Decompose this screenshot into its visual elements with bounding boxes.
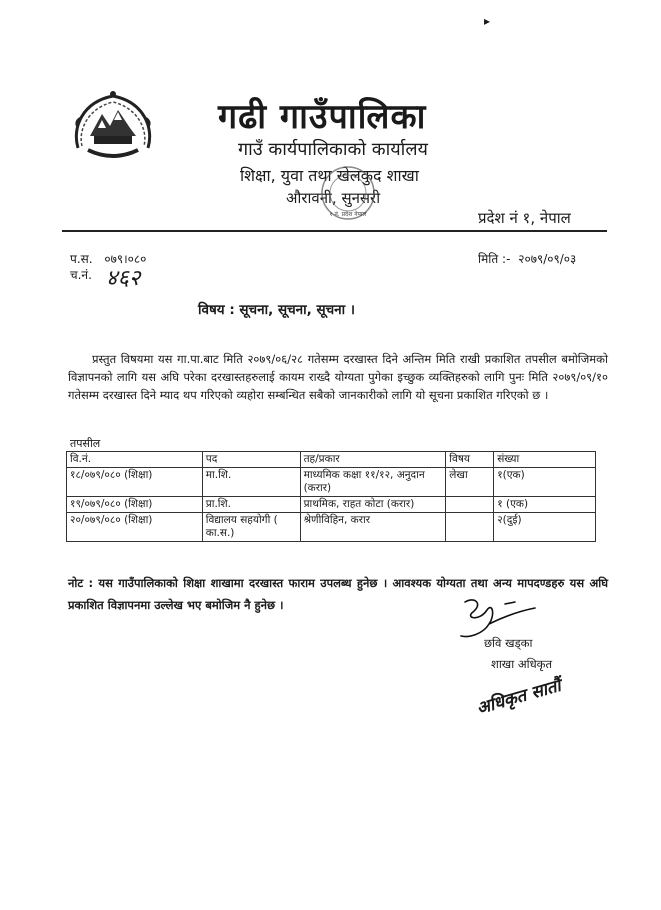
svg-text:१ नं. प्रदेश नेपाल: १ नं. प्रदेश नेपाल xyxy=(329,211,367,218)
table-cell: २(दुई) xyxy=(494,513,596,542)
table-header-cell: वि.नं. xyxy=(67,452,203,468)
table-cell: प्राथमिक, राहत कोटा (करार) xyxy=(300,497,446,513)
province-label: प्रदेश नं १, नेपाल xyxy=(478,209,571,227)
table-row xyxy=(67,513,596,542)
table-row xyxy=(67,468,596,497)
note-text: नोट : यस गाउँपालिकाको शिक्षा शाखामा दरखास्त फाराम उपलब्ध हुनेछ । आवश्यक योग्यता तथा अन्य मापदण्डहरु यस अघि प्रकाशित विज्ञापनमा उल्लेख भए बमोजिम नै हुनेछ । xyxy=(68,576,608,612)
table-cell: प्रा.शि. xyxy=(202,497,300,513)
table-cell: १९/०७९/०८० (शिक्षा) xyxy=(67,497,203,513)
signatory-name: छवि खड्का xyxy=(484,636,533,650)
subject-line: विषय : सूचना, सूचना, सूचना । xyxy=(198,302,355,318)
office-seal-stamp xyxy=(318,164,378,222)
handwritten-signature xyxy=(455,594,543,642)
table-cell: २०/०७९/०८० (शिक्षा) xyxy=(67,513,203,542)
letter-date xyxy=(478,250,576,267)
vacancy-table xyxy=(66,451,596,542)
dispatch-number-label: च.नं. xyxy=(70,268,92,282)
table-header-cell: पद xyxy=(202,452,300,468)
table-header-cell: विषय xyxy=(446,452,494,468)
table-header-row xyxy=(67,452,596,468)
table-cell xyxy=(446,513,494,542)
table-cell: मा.शि. xyxy=(202,468,300,497)
handwritten-endorsement: अधिकृत सातौं xyxy=(474,675,564,719)
letter-number-label: प.स. xyxy=(70,252,93,266)
office-name: गाउँ कार्यपालिकाको कार्यालय xyxy=(238,139,428,160)
place-name: औरावनी, सुनसरी xyxy=(286,189,381,207)
table-header-cell: तह/प्रकार xyxy=(300,452,446,468)
letter-number-value: ०७९।०८० xyxy=(104,252,147,266)
notice-body: प्रस्तुत विषयमा यस गा.पा.बाट मिति २०७९/०६/२८ गतेसम्म दरखास्त दिने अन्तिम मिति राखी प्रकाशित तपसील बमोजिमको विज्ञापनको लागि यस अघि परेका दरखास्तहरुलाई कायम राख्दै योग्यता पुगेका इच्छुक व्यक्तिहरुको लागि पुनः मिति २०७९/०९/१० गतेसम्म दरखास्त दिने म्याद थप गरिएको व्यहोरा सम्बन्धित सबैको जानकारीको लागि यो सूचना प्रकाशित गरिएको छ । xyxy=(68,352,608,402)
header-divider xyxy=(62,230,607,232)
table-cell: १ (एक) xyxy=(494,497,596,513)
table-cell: १८/०७९/०८० (शिक्षा) xyxy=(67,468,203,497)
page-title: गढी गाउँपालिका xyxy=(218,97,427,137)
table-cell: श्रेणीविहिन, करार xyxy=(300,513,446,542)
details-label: तपसील xyxy=(70,437,101,450)
nepal-emblem-icon xyxy=(68,88,158,164)
date-label: मिति :- xyxy=(478,252,511,266)
table-header-cell: संख्या xyxy=(494,452,596,468)
table-row xyxy=(67,497,596,513)
table-cell xyxy=(446,497,494,513)
table-cell: लेखा xyxy=(446,468,494,497)
corner-mark: ▸ xyxy=(484,14,491,28)
signatory-title: शाखा अधिकृत xyxy=(491,657,553,671)
table-cell: १(एक) xyxy=(494,468,596,497)
table-cell: विद्यालय सहयोगी ( का.स.) xyxy=(202,513,300,542)
dispatch-number-value: ४६२ xyxy=(106,266,141,291)
department-name: शिक्षा, युवा तथा खेलकुद शाखा xyxy=(240,166,419,185)
table-cell: माध्यमिक कक्षा ११/१२, अनुदान (करार) xyxy=(300,468,446,497)
date-value: २०७९/०९/०३ xyxy=(518,252,577,266)
